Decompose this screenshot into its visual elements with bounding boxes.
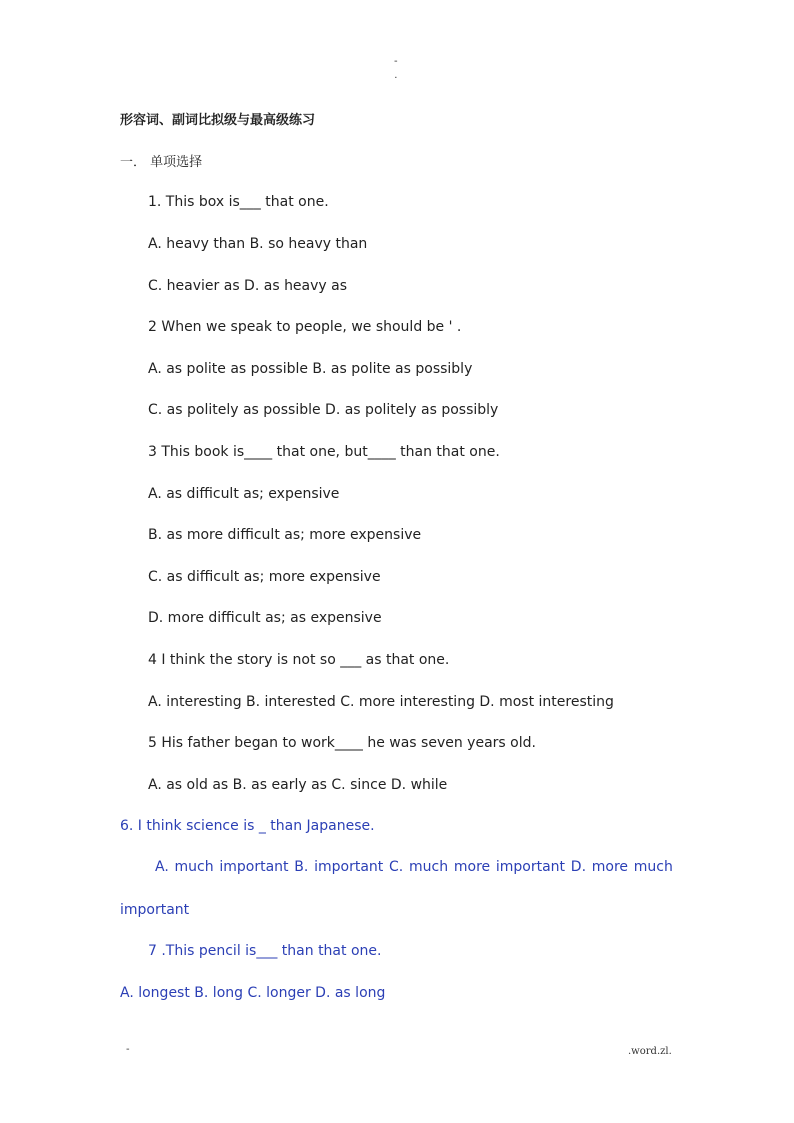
question-5: 5 His father began to work____ he was seven years old. (148, 735, 536, 751)
q6-word: important (495, 859, 566, 875)
q6-word: much (409, 859, 449, 875)
question-3-option-b: B. as more difficult as; more expensive (148, 527, 422, 543)
q6-word: much (633, 859, 673, 875)
question-4-options: A. interesting B. interested C. more interesting D. most interesting (148, 694, 614, 710)
q6-word: A. (155, 859, 169, 875)
question-2-options-cd: C. as politely as possible D. as politely as possibly (148, 402, 499, 418)
header-dot: . (394, 70, 398, 81)
document-title: 形容词、副词比拟级与最高级练习 (120, 113, 316, 128)
q6-word: D. (570, 859, 587, 875)
question-3-option-d: D. more difficult as; as expensive (148, 610, 382, 626)
question-5-options: A. as old as B. as early as C. since D. while (148, 777, 448, 793)
question-6: 6. I think science is _ than Japanese. (120, 818, 375, 834)
question-2-options-ab: A. as polite as possible B. as polite as possibly (148, 361, 473, 377)
question-7-options: A. longest B. long C. longer D. as long (120, 985, 386, 1001)
footer-right-text: .word.zl. (628, 1046, 672, 1057)
header-mark (394, 56, 398, 82)
question-6-options (155, 858, 673, 876)
question-1-options-ab: A. heavy than B. so heavy than (148, 236, 368, 252)
question-3: 3 This book is____ that one, but____ than that one. (148, 444, 500, 460)
q6-word: B. (294, 859, 309, 875)
q6-word: more (453, 859, 491, 875)
question-6-options-continued: important (120, 902, 190, 918)
question-3-option-a: A. as difficult as; expensive (148, 486, 340, 502)
question-4: 4 I think the story is not so ___ as that one. (148, 652, 450, 668)
q6-word: more (591, 859, 629, 875)
question-1: 1. This box is___ that one. (148, 194, 329, 210)
header-dash: - (394, 56, 398, 67)
footer-left-mark: - (126, 1044, 130, 1055)
question-3-option-c: C. as difficult as; more expensive (148, 569, 381, 585)
section-heading: 一． 单项选择 (120, 155, 203, 170)
q6-word: much (174, 859, 214, 875)
question-1-options-cd: C. heavier as D. as heavy as (148, 278, 348, 294)
q6-word: C. (389, 859, 404, 875)
q6-word: important (314, 859, 384, 875)
q6-word: important (219, 859, 289, 875)
question-7: 7 .This pencil is___ than that one. (148, 943, 382, 959)
question-2: 2 When we speak to people, we should be ' . (148, 319, 462, 335)
